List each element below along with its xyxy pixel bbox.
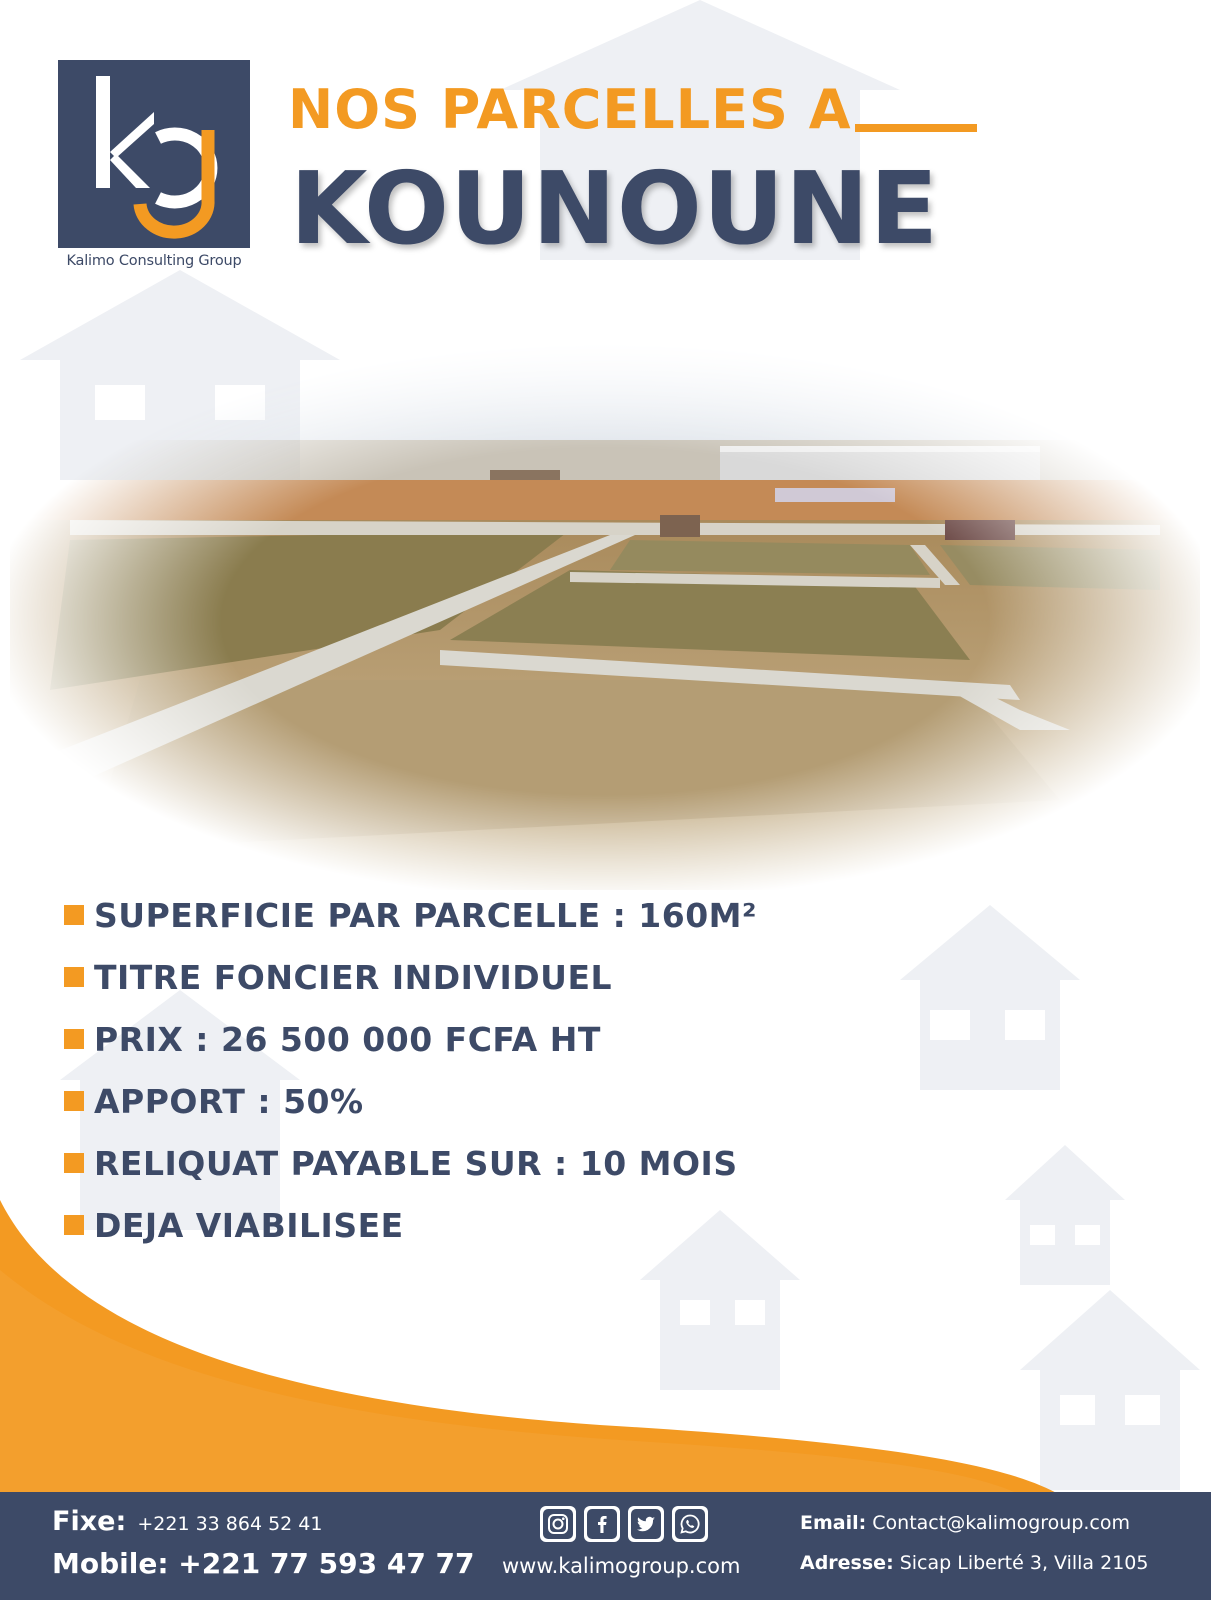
bullet-square-icon [64,1091,84,1111]
headline-line1: NOS PARCELLES A [288,78,852,141]
address-contact [800,1552,1148,1574]
mobile-label: Mobile: [52,1547,169,1580]
address-value: Sicap Liberté 3, Villa 2105 [899,1552,1149,1574]
kg-monogram-icon [58,60,250,248]
feature-text: DEJA VIABILISEE [94,1205,404,1245]
feature-text: TITRE FONCIER INDIVIDUEL [94,957,613,997]
logo-caption: Kalimo Consulting Group [66,253,242,269]
bullet-square-icon [64,1153,84,1173]
orange-swoosh [0,1200,1211,1500]
headline-location: KOUNOUNE [290,150,940,267]
mobile-phone [52,1547,475,1580]
feature-item [64,946,757,1008]
land-plots-photo-icon [10,330,1200,890]
feature-text: APPORT : 50% [94,1081,364,1121]
bullet-square-icon [64,967,84,987]
bullet-square-icon [64,905,84,925]
land-plots-photo [10,330,1200,890]
feature-item [64,1132,757,1194]
mobile-value[interactable]: +221 77 593 47 77 [178,1547,475,1580]
headline-underline [855,124,977,132]
email-label: Email: [800,1512,867,1534]
facebook-icon[interactable] [584,1506,620,1542]
social-links [540,1506,708,1542]
feature-item [64,884,757,946]
email-value[interactable]: Contact@kalimogroup.com [872,1512,1131,1534]
bullet-square-icon [64,1029,84,1049]
feature-text: RELIQUAT PAYABLE SUR : 10 MOIS [94,1143,738,1183]
contact-footer [0,1492,1211,1600]
address-label: Adresse: [800,1552,894,1574]
fixe-phone: Fixe: +221 33 864 52 41 [52,1506,323,1537]
feature-item [64,1008,757,1070]
feature-text: PRIX : 26 500 000 FCFA HT [94,1019,601,1059]
instagram-icon[interactable] [540,1506,576,1542]
fixe-label: Fixe [52,1506,116,1537]
kalimo-logo [58,60,250,248]
fixe-value[interactable]: +221 33 864 52 41 [137,1513,323,1535]
whatsapp-icon[interactable] [672,1506,708,1542]
feature-item [64,1070,757,1132]
email-contact [800,1512,1130,1534]
twitter-icon[interactable] [628,1506,664,1542]
feature-text: SUPERFICIE PAR PARCELLE : 160M² [94,895,757,935]
website-link[interactable]: www.kalimogroup.com [502,1554,741,1578]
